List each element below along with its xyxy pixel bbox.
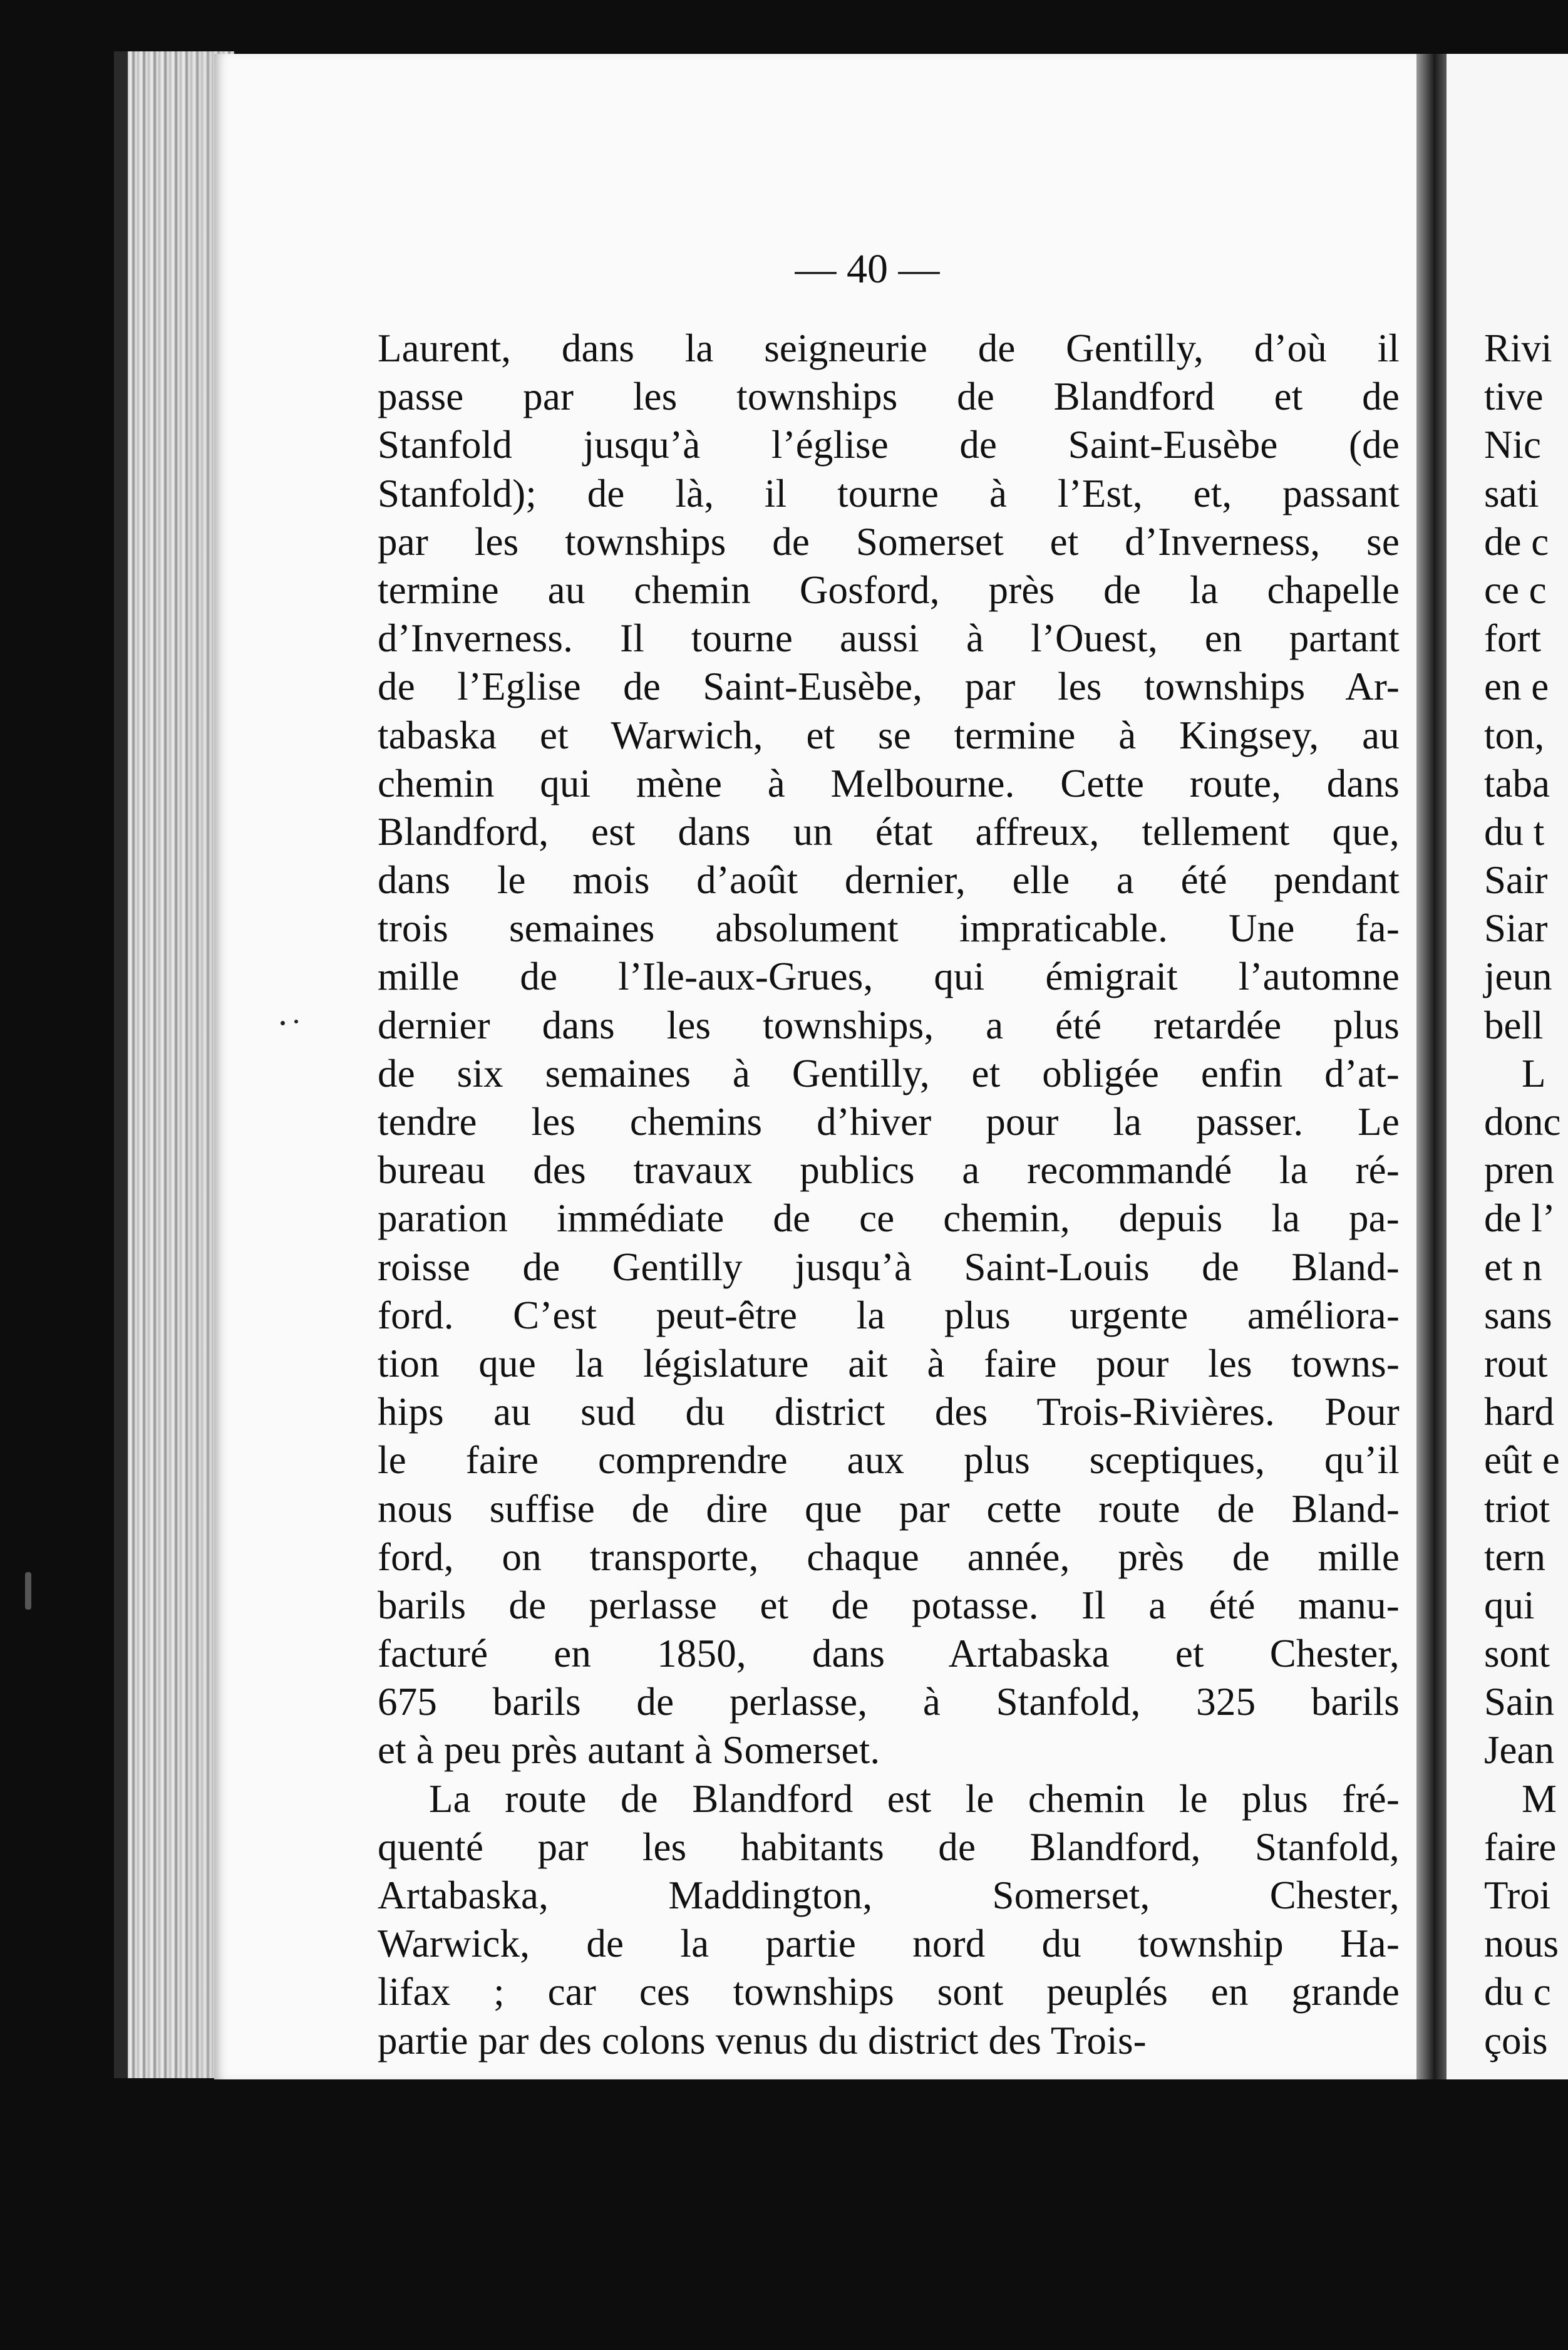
facing-text-line: eût e [1484,1438,1560,1483]
facing-text-line: Sair [1484,858,1548,903]
facing-text-line: de c [1484,519,1549,564]
facing-text-line: rout [1484,1341,1548,1385]
facing-text-line: en e [1484,665,1549,709]
facing-text-line: Jean [1484,1728,1554,1773]
text-line: tendre les chemins d’hiver pour la passer. Le [378,1100,1400,1144]
text-line: partie par des colons venus du district des Trois- [378,2018,1147,2063]
text-line: par les townships de Somerset et d’Inverness, se [378,519,1400,564]
facing-text-line: Nic [1484,423,1541,467]
facing-page-text [1484,324,1568,2065]
text-line: Stanfold); de là, il tourne à l’Est, et, passant [378,471,1400,515]
facing-text-line: du t [1484,809,1545,854]
text-line: ford. C’est peut-être la plus urgente améliora- [378,1293,1400,1337]
facing-text-line: faire [1484,1825,1557,1869]
page-number: — 40 — [795,246,940,292]
facing-text-line: hard [1484,1390,1554,1434]
text-line: chemin qui mène à Melbourne. Cette route, dans [378,761,1400,805]
text-line: mille de l’Ile-aux-Grues, qui émigrait l’automne [378,955,1400,999]
text-line: 675 barils de perlasse, à Stanfold, 325 barils [378,1680,1400,1724]
text-line: hips au sud du district des Trois-Rivières. Pour [378,1390,1400,1434]
facing-text-line: Sain [1484,1680,1555,1724]
facing-text-line: jeun [1484,955,1552,999]
facing-text-line: M [1522,1776,1557,1821]
facing-text-line: sont [1484,1632,1550,1676]
facing-text-line: sans [1484,1293,1552,1337]
text-line: trois semaines absolument impraticable. Une fa- [378,906,1400,951]
text-line: nous suffise de dire que par cette route de Bland- [378,1486,1400,1531]
text-line: le faire comprendre aux plus sceptiques, qu’il [378,1438,1400,1483]
scan-speck [25,1572,31,1610]
scan-speck [294,1020,298,1023]
text-line: paration immédiate de ce chemin, depuis la pa- [378,1196,1400,1241]
text-line: d’Inverness. Il tourne aussi à l’Ouest, en partant [378,616,1400,661]
facing-text-line: sati [1484,471,1539,515]
facing-text-line: Rivi [1484,326,1552,370]
text-line: termine au chemin Gosford, près de la chapelle [378,567,1400,612]
text-line: de six semaines à Gentilly, et obligée enfin d’at- [378,1051,1400,1095]
text-line: tion que la législature ait à faire pour les towns- [378,1341,1400,1385]
facing-text-line: Siar [1484,906,1548,951]
right-facing-page [1447,54,1568,2079]
facing-text-line: tern [1484,1535,1545,1579]
text-line: Artabaska, Maddington, Somerset, Chester, [378,1873,1400,1917]
facing-text-line: ton, [1484,713,1545,757]
text-line: Laurent, dans la seigneurie de Gentilly, d’où il [378,326,1400,370]
text-line: Warwick, de la partie nord du township Ha- [378,1922,1400,1966]
facing-text-line: triot [1484,1486,1550,1531]
facing-text-line: nous [1484,1922,1559,1966]
facing-text-line: taba [1484,761,1550,805]
facing-text-line: et n [1484,1245,1542,1289]
text-line: quenté par les habitants de Blandford, Stanfold, [378,1825,1400,1869]
facing-text-line: de l’ [1484,1196,1555,1241]
facing-text-line: ce c [1484,567,1547,612]
text-line: La route de Blandford est le chemin le plus fré- [429,1776,1400,1821]
text-line: passe par les townships de Blandford et de [378,375,1400,419]
text-line: dernier dans les townships, a été retardée plus [378,1003,1400,1047]
text-line: tabaska et Warwich, et se termine à Kingsey, au [378,713,1400,757]
text-line: et à peu près autant à Somerset. [378,1728,880,1773]
text-line: bureau des travaux publics a recommandé la ré- [378,1148,1400,1193]
facing-text-line: du c [1484,1970,1551,2014]
text-line: barils de perlasse et de potasse. Il a été manu- [378,1583,1400,1627]
facing-text-line: fort [1484,616,1541,661]
facing-text-line: çois [1484,2018,1548,2063]
text-line: roisse de Gentilly jusqu’à Saint-Louis de Bland- [378,1245,1400,1289]
text-line: ford, on transporte, chaque année, près de mille [378,1535,1400,1579]
facing-text-line: Troi [1484,1873,1551,1917]
text-line: facturé en 1850, dans Artabaska et Chester, [378,1632,1400,1676]
facing-text-line: L [1522,1051,1546,1095]
facing-text-line: tive [1484,375,1544,419]
facing-text-line: donc [1484,1100,1561,1144]
facing-text-line: pren [1484,1148,1554,1193]
scan-speck [281,1021,285,1025]
text-line: dans le mois d’août dernier, elle a été pendant [378,858,1400,903]
book-gutter [1416,54,1447,2079]
facing-text-line: bell [1484,1003,1544,1047]
text-line: Stanfold jusqu’à l’église de Saint-Eusèbe (de [378,423,1400,467]
text-line: de l’Eglise de Saint-Eusèbe, par les townships Ar- [378,665,1400,709]
page-body-text [378,324,1400,2065]
facing-text-line: qui [1484,1583,1535,1627]
text-line: Blandford, est dans un état affreux, tellement que, [378,809,1400,854]
text-line: lifax ; car ces townships sont peuplés en grande [378,1970,1400,2014]
